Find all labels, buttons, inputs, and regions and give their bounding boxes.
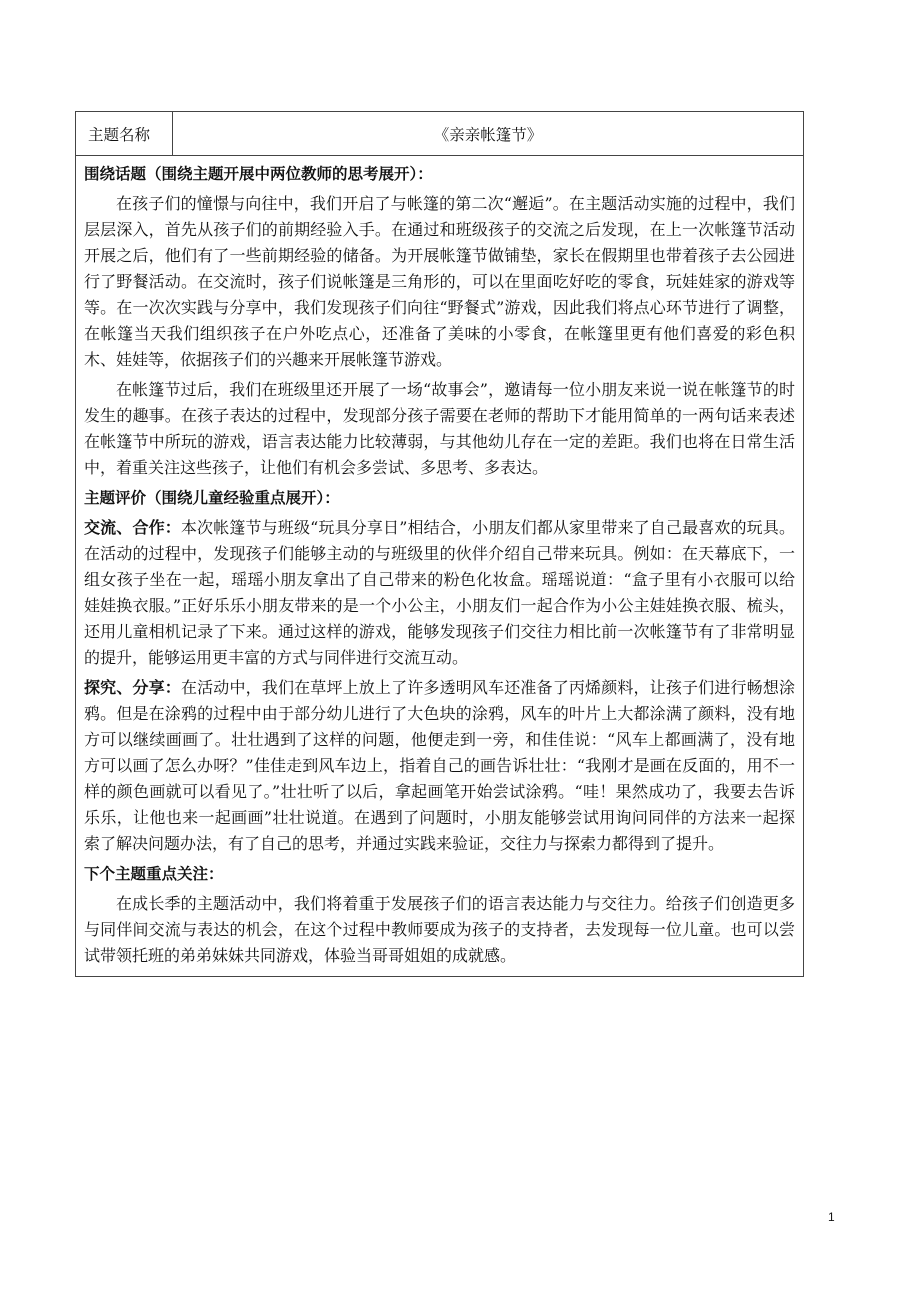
topic-paragraph-1: 在孩子们的憧憬与向往中，我们开启了与帐篷的第二次“邂逅”。在主题活动实施的过程中，我们层层深入，首先从孩子们的前期经验入手。在通过和班级孩子的交流之后发现，在上一次帐篷节活动开展之后，他们有了一些前期经验的储备。为开展帐篷节做铺垫，家长在假期里也带着孩子去公园进行了野餐活动。在交流时，孩子们说帐篷是三角形的，可以在里面吃好吃的零食，玩娃娃家的游戏等等。在一次次实践与分享中，我们发现孩子们向往“野餐式”游戏，因此我们将点心环节进行了调整，在帐篷当天我们组织孩子在户外吃点心，还准备了美味的小零食，在帐篷里更有他们喜爱的彩色积木、娃娃等，依据孩子们的兴趣来开展帐篷节游戏。: [84, 194, 795, 369]
exploration-text: 在活动中，我们在草坪上放上了许多透明风车还准备了丙烯颜料，让孩子们进行畅想涂鸦。但是在涂鸦的过程中由于部分幼儿进行了大色块的涂鸦，风车的叶片上大都涂满了颜料，没有地方可以继续画画了。壮壮遇到了这样的问题，他便走到一旁，和佳佳说：“风车上都画满了，没有地方可以画了怎么办呀？”佳佳走到风车边上，指着自己的画告诉壮壮：“我刚才是画在反面的，用不一样的颜色画就可以看见了。”壮壮听了以后，拿起画笔开始尝试涂鸦。“哇！果然成功了，我要去告诉乐乐，让他也来一起画画”壮壮说道。在遇到了问题时，小朋友能够尝试用询问同伴的方法来一起探索了解决问题办法，有了自己的思考，并通过实践来验证，交往力与探索力都得到了提升。: [84, 678, 795, 853]
communication-text: 本次帐篷节与班级“玩具分享日”相结合，小朋友们都从家里带来了自己最喜欢的玩具。在活动的过程中，发现孩子们能够主动的与班级里的伙伴介绍自己带来玩具。例如：在天幕底下，一组女孩子坐在一起，瑶瑶小朋友拿出了自己带来的粉色化妆盒。瑶瑶说道：“盒子里有小衣服可以给娃娃换衣服。”正好乐乐小朋友带来的是一个小公主，小朋友们一起合作为小公主娃娃换衣服、梳头，还用儿童相机记录了下来。通过这样的游戏，能够发现孩子们交往力相比前一次帐篷节有了非常明显的提升，能够运用更丰富的方式与同伴进行交流互动。: [84, 518, 795, 667]
communication-lead: 交流、合作：: [84, 518, 181, 537]
exploration-lead: 探究、分享：: [84, 678, 181, 697]
topic-heading: 围绕话题（围绕主题开展中两位教师的思考展开）：: [84, 165, 433, 183]
record-content: [76, 156, 803, 976]
evaluation-paragraph-communication: [84, 515, 795, 671]
next-focus-heading: 下个主题重点关注：: [84, 865, 224, 883]
theme-name-row: [76, 112, 803, 156]
evaluation-heading: 主题评价（围绕儿童经验重点展开）：: [84, 489, 340, 507]
topic-paragraph-2: 在帐篷节过后，我们在班级里还开展了一场“故事会”，邀请每一位小朋友来说一说在帐篷节的时发生的趣事。在孩子表达的过程中，发现部分孩子需要在老师的帮助下才能用简单的一两句话来表述在帐篷节中所玩的游戏，语言表达能力比较薄弱，与其他幼儿存在一定的差距。我们也将在日常生活中，着重关注这些孩子，让他们有机会多尝试、多思考、多表达。: [84, 380, 795, 477]
theme-record-table: [75, 111, 804, 977]
theme-name-label: 主题名称: [76, 112, 173, 155]
theme-title: 《亲亲帐篷节》: [433, 125, 543, 144]
evaluation-paragraph-exploration: [84, 675, 795, 857]
next-focus-paragraph: 在成长季的主题活动中，我们将着重于发展孩子们的语言表达能力与交往力。给孩子们创造更多与同伴间交流与表达的机会，在这个过程中教师要成为孩子的支持者，去发现每一位儿童。也可以尝试带领托班的弟弟妹妹共同游戏，体验当哥哥姐姐的成就感。: [84, 894, 795, 965]
page-number: 1: [828, 1210, 835, 1224]
